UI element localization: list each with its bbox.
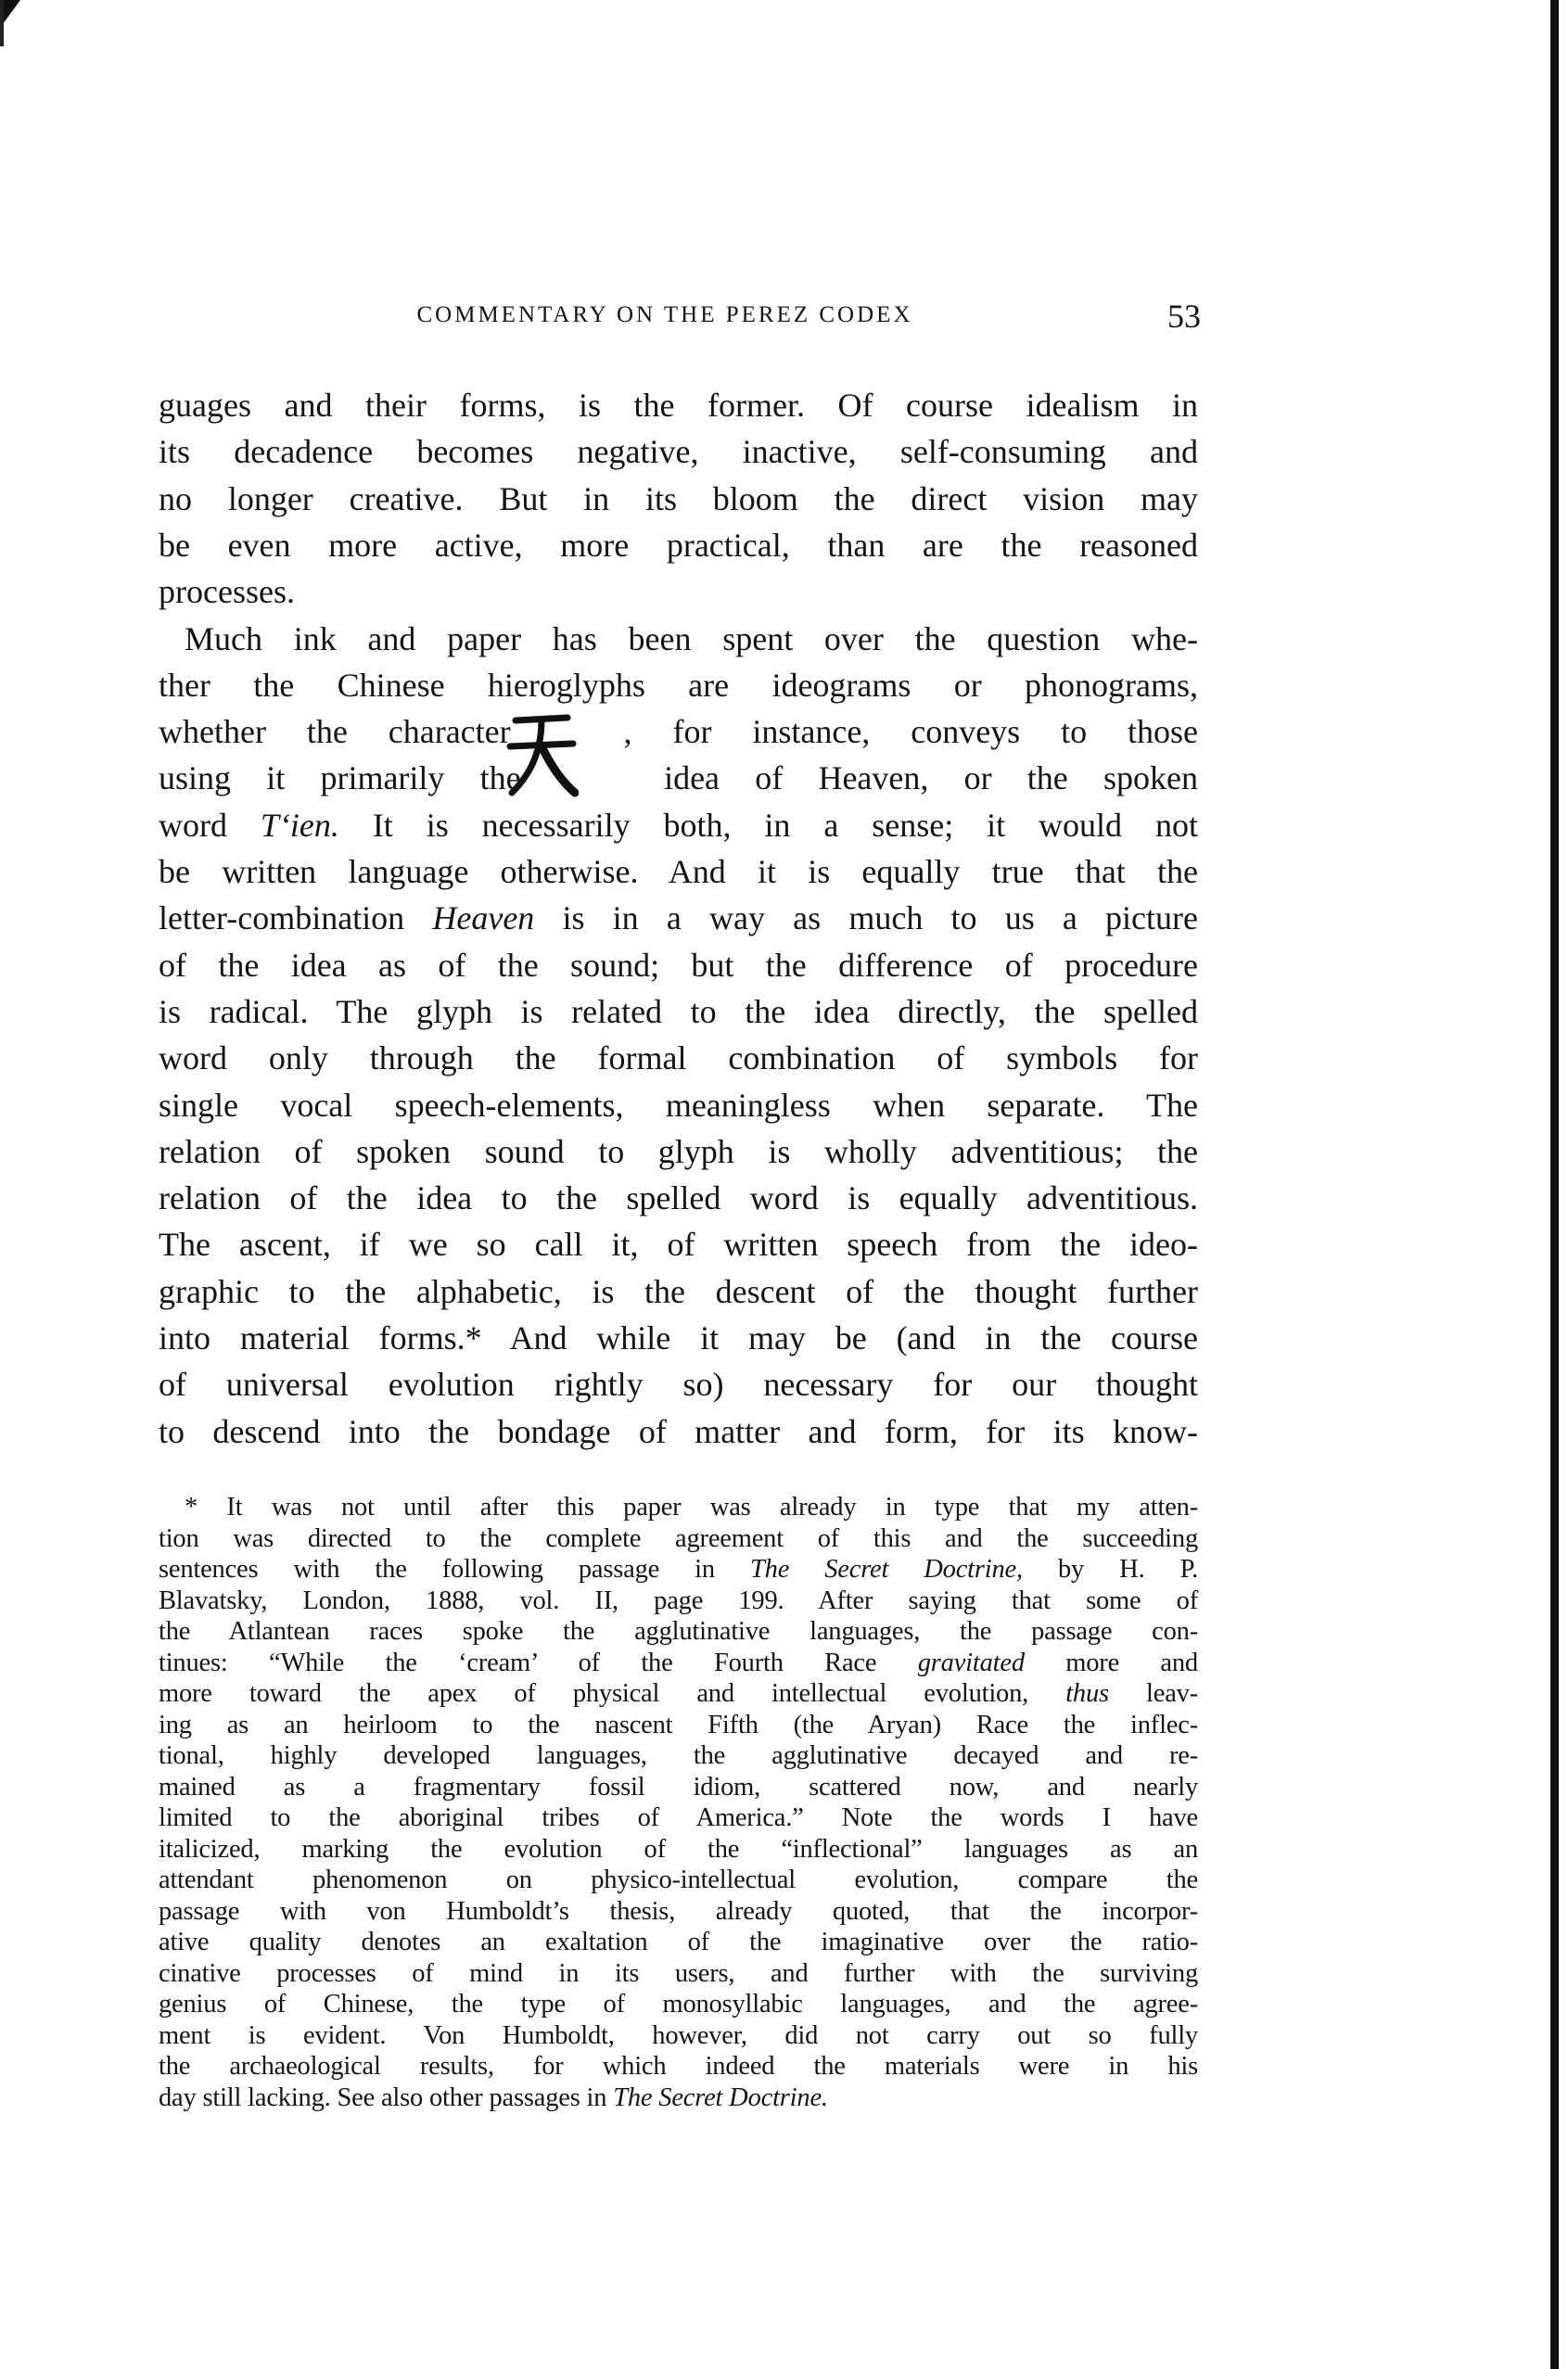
body-line bbox=[159, 895, 1198, 941]
text-run: , for instance, conveys to those bbox=[623, 713, 1199, 751]
footnote-line bbox=[159, 1648, 1198, 1678]
footnote-line bbox=[159, 1523, 1198, 1554]
text-run: tinues: “While the ‘cream’ of the Fourth Race bbox=[159, 1648, 918, 1677]
text-run: be even more active, more practical, than are the reasoned bbox=[159, 526, 1198, 564]
body-line bbox=[159, 708, 1198, 755]
text-run: of universal evolution rightly so) necessary for our thought bbox=[159, 1366, 1198, 1404]
text-run: tion was directed to the complete agreement of this and the succeeding bbox=[159, 1523, 1198, 1553]
footnote-line bbox=[159, 1678, 1198, 1709]
footnote-line bbox=[159, 1740, 1198, 1771]
body-line bbox=[159, 1035, 1198, 1081]
footnote-line bbox=[159, 1772, 1198, 1802]
body-line bbox=[159, 1221, 1198, 1267]
text-run: passage with von Humboldt’s thesis, already quoted, that the incorpor- bbox=[159, 1896, 1198, 1926]
text-run: * It was not until after this paper was already in type that my atten- bbox=[185, 1493, 1198, 1522]
body-line bbox=[159, 942, 1198, 988]
footnote-line bbox=[159, 1802, 1198, 1833]
text-run: processes. bbox=[159, 573, 295, 611]
text-run: genius of Chinese, the type of monosyllabic languages, and the agree- bbox=[159, 1990, 1198, 2019]
text-run: idea of Heaven, or the spoken bbox=[628, 759, 1198, 797]
text-run: guages and their forms, is the former. Of course idealism in bbox=[159, 387, 1198, 424]
text-run: cinative processes of mind in its users, and further with the surviving bbox=[159, 1958, 1198, 1988]
body-line bbox=[159, 988, 1198, 1035]
body-line bbox=[159, 1128, 1198, 1175]
text-run: single vocal speech-elements, meaningless when separate. The bbox=[159, 1086, 1198, 1124]
body-line bbox=[159, 476, 1198, 522]
footnote-line bbox=[159, 2020, 1198, 2051]
text-run: leav- bbox=[1108, 1679, 1198, 1708]
body-line bbox=[159, 428, 1198, 475]
text-run: graphic to the alphabetic, is the descent of the thought further bbox=[159, 1272, 1198, 1310]
body-line bbox=[159, 568, 1198, 615]
body-line bbox=[159, 1315, 1198, 1361]
body-line bbox=[159, 802, 1198, 848]
italic-text: T‘ien. bbox=[260, 806, 339, 844]
text-run: relation of the idea to the spelled word is equally adventitious. bbox=[159, 1179, 1198, 1217]
text-run: of the idea as of the sound; but the difference of procedure bbox=[159, 946, 1198, 984]
scan-page-edge bbox=[1550, 0, 1559, 2369]
body-line bbox=[159, 522, 1198, 568]
body-line bbox=[159, 1175, 1198, 1221]
footnote-line bbox=[159, 1586, 1198, 1616]
text-run: mained as a fragmentary fossil idiom, scattered now, and nearly bbox=[159, 1772, 1198, 1802]
footnote-line bbox=[159, 2082, 1198, 2113]
italic-text: thus bbox=[1065, 1679, 1109, 1708]
text-run: attendant phenomenon on physico-intellectual evolution, compare the bbox=[159, 1866, 1198, 1894]
italic-text: gravitated bbox=[917, 1648, 1025, 1677]
text-run: is in a way as much to us a picture bbox=[534, 899, 1198, 937]
text-run: no longer creative. But in its bloom the direct vision may bbox=[159, 479, 1198, 517]
footnote-line bbox=[159, 1865, 1198, 1895]
text-run: letter-combination bbox=[159, 899, 433, 937]
footnote-line bbox=[159, 1554, 1198, 1585]
footnote-line bbox=[159, 1834, 1198, 1865]
text-run: Much ink and paper has been spent over the question whe- bbox=[185, 619, 1198, 657]
text-run: by H. P. bbox=[1022, 1555, 1198, 1584]
text-run: ing as an heirloom to the nascent Fifth (the Aryan) Race the inflec- bbox=[159, 1710, 1198, 1739]
text-run: its decadence becomes negative, inactive, self-consuming and bbox=[159, 433, 1198, 471]
running-header: COMMENTARY ON THE PEREZ CODEX bbox=[416, 302, 913, 327]
text-run: whether the character bbox=[159, 713, 552, 751]
text-run: more toward the apex of physical and intellectual evolution, bbox=[159, 1679, 1066, 1708]
text-run: The ascent, if we so call it, of written speech from the ideo- bbox=[159, 1226, 1198, 1264]
footnote-line bbox=[159, 1989, 1198, 2019]
body-line bbox=[159, 616, 1198, 662]
text-run: sentences with the following passage in bbox=[159, 1555, 751, 1584]
body-line bbox=[159, 662, 1198, 708]
footnote-line bbox=[159, 1927, 1198, 1957]
text-run: word bbox=[159, 806, 261, 844]
italic-text: The Secret Doctrine, bbox=[750, 1555, 1023, 1584]
text-run: more and bbox=[1024, 1648, 1198, 1677]
text-run: Blavatsky, London, 1888, vol. II, page 199. After saying that some of bbox=[159, 1586, 1198, 1615]
body-line bbox=[159, 382, 1198, 428]
text-run: word only through the formal combination of symbols for bbox=[159, 1039, 1198, 1077]
text-run: ment is evident. Von Humboldt, however, did not carry out so fully bbox=[159, 2020, 1198, 2050]
footnote-line bbox=[159, 1492, 1198, 1522]
text-run: ther the Chinese hieroglyphs are ideograms or phonograms, bbox=[159, 666, 1198, 704]
body-line bbox=[159, 755, 1198, 801]
text-run: into material forms.* And while it may be (and in the course bbox=[159, 1319, 1198, 1356]
body-line bbox=[159, 1361, 1198, 1407]
footnote-line bbox=[159, 1616, 1198, 1647]
body-line bbox=[159, 848, 1198, 895]
body-line bbox=[159, 1082, 1198, 1128]
footnote-line bbox=[159, 1896, 1198, 1927]
footnote-line bbox=[159, 1958, 1198, 1989]
text-run: day still lacking. See also other passages in bbox=[159, 2082, 614, 2112]
text-run: to descend into the bondage of matter and form, for its know- bbox=[159, 1412, 1198, 1450]
text-run: ative quality denotes an exaltation of the imaginative over the ratio- bbox=[159, 1928, 1198, 1956]
italic-text: The Secret Doctrine. bbox=[613, 2082, 828, 2112]
text-run: is radical. The glyph is related to the idea directly, the spelled bbox=[159, 992, 1198, 1030]
text-run: It is necessarily both, in a sense; it would not bbox=[338, 806, 1198, 844]
text-run: the archaeological results, for which indeed the materials were in his bbox=[159, 2052, 1198, 2081]
footnote-line bbox=[159, 1710, 1198, 1740]
italic-text: Heaven bbox=[432, 899, 535, 937]
scan-corner-edge bbox=[0, 0, 4, 46]
text-run: the Atlantean races spoke the agglutinative languages, the passage con- bbox=[159, 1617, 1198, 1646]
body-line bbox=[159, 1408, 1198, 1455]
text-run: relation of spoken sound to glyph is wholly adventitious; the bbox=[159, 1132, 1198, 1170]
footnote-line bbox=[159, 2051, 1198, 2082]
text-run: limited to the aboriginal tribes of America.” Note the words I have bbox=[159, 1803, 1198, 1832]
page-number: 53 bbox=[1167, 298, 1201, 335]
body-line bbox=[159, 1268, 1198, 1315]
text-run: using it primarily the bbox=[159, 759, 556, 797]
text-run: italicized, marking the evolution of the “inflectional” languages as an bbox=[159, 1834, 1198, 1864]
text-run: be written language otherwise. And it is equally true that the bbox=[159, 853, 1198, 890]
text-run: tional, highly developed languages, the agglutinative decayed and re- bbox=[159, 1741, 1198, 1770]
